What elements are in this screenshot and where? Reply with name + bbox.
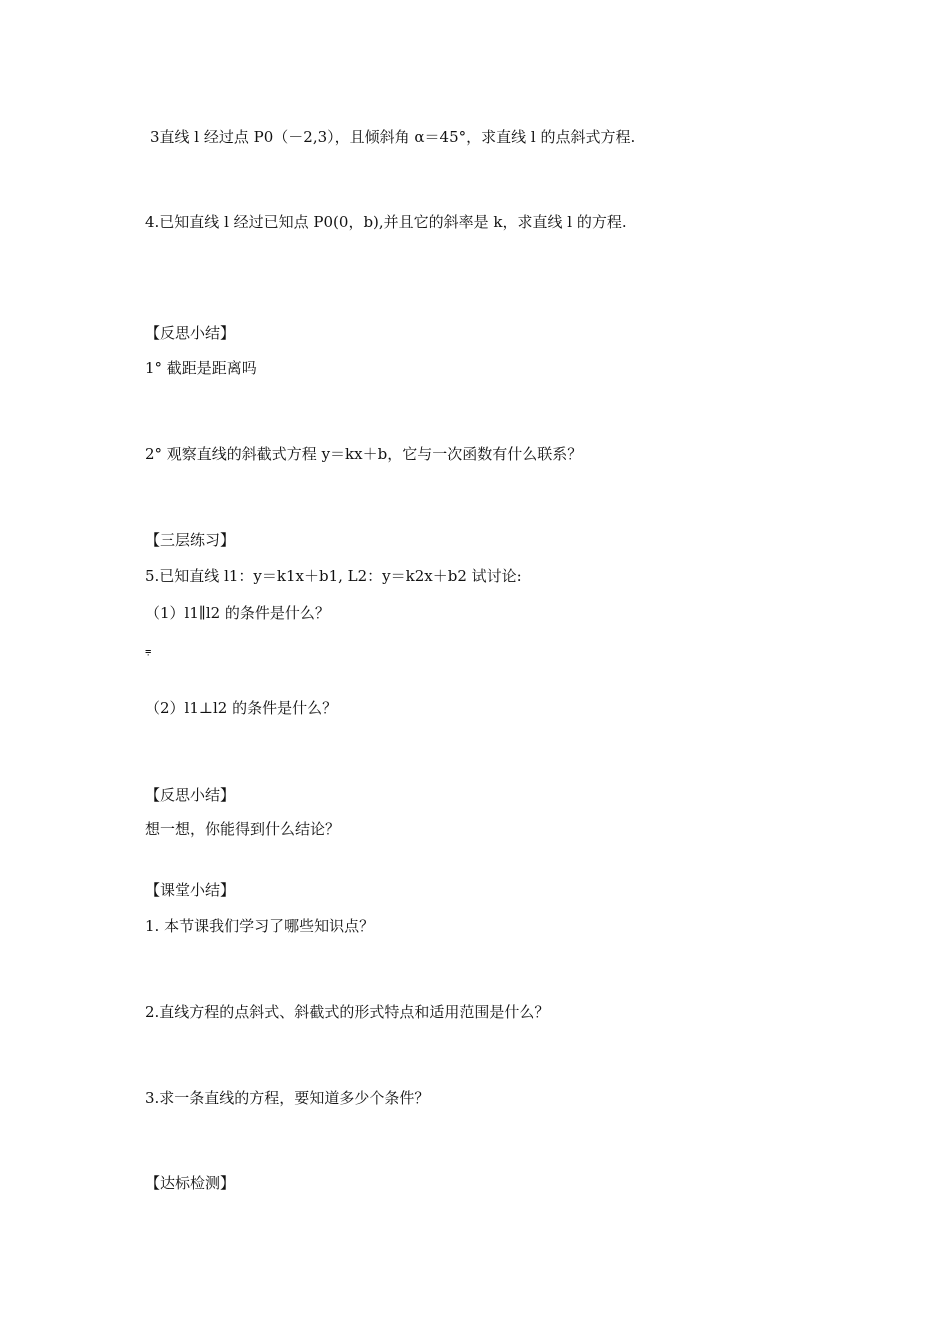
summary-item-2: 2.直线方程的点斜式、斜截式的形式特点和适用范围是什么？ bbox=[145, 1003, 550, 1021]
summary-item-1: 1. 本节课我们学习了哪些知识点？ bbox=[145, 917, 375, 935]
summary-item-3: 3.求一条直线的方程，要知道多少个条件？ bbox=[145, 1089, 430, 1107]
reflection-item-1: 1° 截距是距离吗 bbox=[145, 359, 257, 377]
section-heading-summary: 【课堂小结】 bbox=[145, 881, 236, 899]
reflection-item-2: 2° 观察直线的斜截式方程 y＝kx＋b，它与一次函数有什么联系？ bbox=[145, 445, 583, 463]
stray-mark: ⩦ bbox=[145, 644, 152, 657]
section-heading-reflection: 【反思小结】 bbox=[145, 324, 236, 342]
section-heading-reflection-2: 【反思小结】 bbox=[145, 786, 236, 804]
question-3: 3直线 l 经过点 P0（－2,3），且倾斜角 α＝45°，求直线 l 的点斜式方程. bbox=[150, 128, 636, 146]
question-5-part-2: （2）l1⊥l2 的条件是什么？ bbox=[145, 699, 338, 717]
section-heading-test: 【达标检测】 bbox=[145, 1174, 236, 1192]
question-5-part-1: （1）l1∥l2 的条件是什么？ bbox=[145, 604, 330, 622]
reflection-2-item: 想一想，你能得到什么结论？ bbox=[145, 820, 341, 838]
question-4: 4.已知直线 l 经过已知点 P0(0，b),并且它的斜率是 k，求直线 l 的方程. bbox=[145, 213, 627, 231]
section-heading-practice: 【三层练习】 bbox=[145, 531, 236, 549]
question-5: 5.已知直线 l1：y＝k1x＋b1, L2：y＝k2x＋b2 试讨论: bbox=[145, 567, 522, 585]
